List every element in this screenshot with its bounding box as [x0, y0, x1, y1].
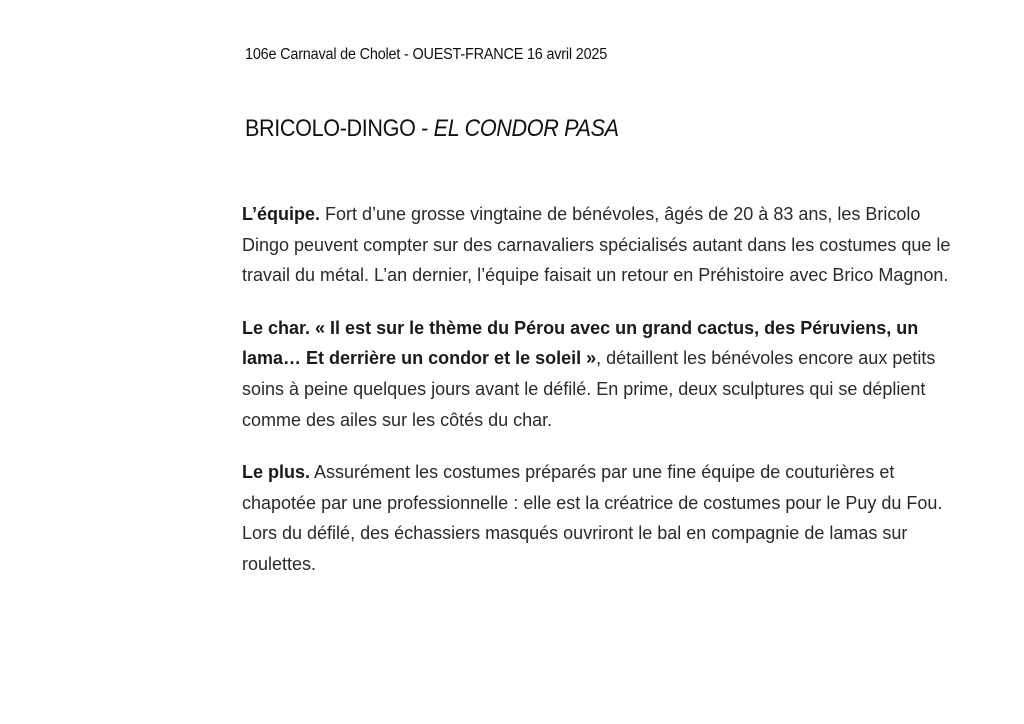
paragraph-lead: Le char. « Il est sur le thème du Pérou avec un grand cactus, des Péruviens, un lama… Et derrière un condor et le soleil » — [242, 317, 919, 369]
article-title — [245, 115, 619, 143]
paragraph-plus — [242, 457, 962, 579]
paragraph-lead: Le plus. — [242, 462, 311, 483]
paragraph-text: , détaillent les bénévoles encore aux petits soins à peine quelques jours avant le défilé. En prime, deux sculptures qui se déplient comme des ailes sur les côtés du char. — [242, 348, 936, 430]
paragraph-lead: L’équipe. — [242, 204, 321, 224]
paragraph-text: Fort d’une grosse vingtaine de bénévoles, âgés de 20 à 83 ans, les Bricolo Dingo peuvent compter sur des carnavaliers spécialisés autant dans les costumes que le travail du métal. L’an dernier, l’équipe faisait un retour en Préhistoire avec Brico Magnon. — [242, 204, 951, 286]
article-body — [242, 199, 962, 602]
title-team-name: BRICOLO-DINGO - — [245, 115, 434, 142]
title-theme: EL CONDOR PASA — [433, 115, 619, 142]
paragraph-char — [242, 313, 962, 435]
paragraph-text: Assurément les costumes préparés par une fine équipe de couturières et chapotée par une professionnelle : elle est la créatrice de costumes pour le Puy du Fou. Lors du défilé, des échassiers masqués ouvriront le bal en compagnie de lamas sur roulettes. — [242, 462, 943, 574]
document-header: 106e Carnaval de Cholet - OUEST-FRANCE 16 avril 2025 — [245, 46, 608, 63]
paragraph-equipe — [242, 199, 962, 291]
